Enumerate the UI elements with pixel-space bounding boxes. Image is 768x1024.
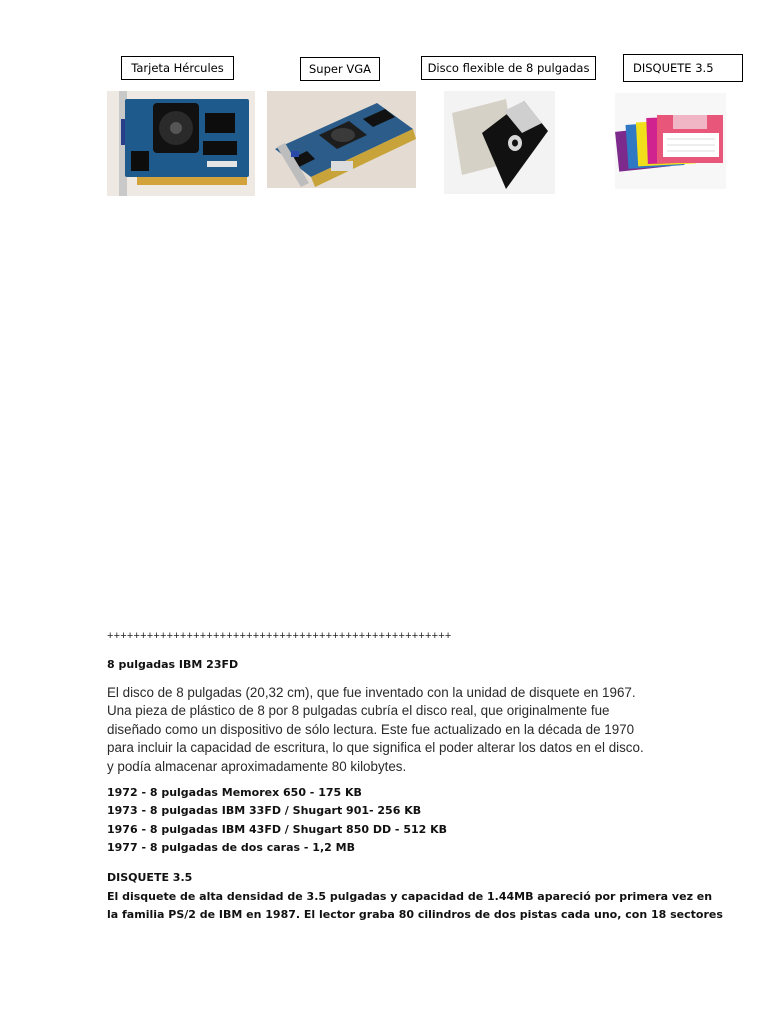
paragraph-line: Una pieza de plástico de 8 por 8 pulgadas cubría el disco real, que originalmente fue [107, 703, 610, 719]
timeline-list [107, 784, 447, 858]
paragraph-line: diseñado como un dispositivo de sólo lectura. Este fue actualizado en la década de 1970 [107, 721, 635, 737]
paragraph-line: El disquete de alta densidad de 3.5 pulgadas y capacidad de 1.44MB apareció por primera vez en [107, 890, 713, 903]
section-heading-8-pulgadas: 8 pulgadas IBM 23FD [107, 658, 239, 671]
label-super-vga: Super VGA [300, 57, 380, 81]
paragraph-line: la familia PS/2 de IBM en 1987. El lector graba 80 cilindros de dos pistas cada uno, con 18 sectores [107, 908, 723, 922]
paragraph-disquete-3-5 [107, 888, 723, 925]
timeline-item: 1973 - 8 pulgadas IBM 33FD / Shugart 901- 256 KB [107, 804, 422, 818]
label-tarjeta-hercules: Tarjeta Hércules [121, 56, 234, 80]
paragraph-8-pulgadas [107, 684, 667, 776]
floppy-8-inch-image [444, 91, 555, 194]
paragraph-line: y podía almacenar aproximadamente 80 kilobytes. [107, 758, 407, 774]
timeline-item: 1976 - 8 pulgadas IBM 43FD / Shugart 850 DD - 512 KB [107, 822, 448, 836]
diskettes-3-5-image [615, 93, 726, 189]
paragraph-line: para incluir la capacidad de escritura, lo que significa el poder alterar los datos en el disco. [107, 740, 644, 756]
label-disco-flexible-8: Disco flexible de 8 pulgadas [421, 56, 596, 80]
separator-line: ++++++++++++++++++++++++++++++++++++++++++++++++++++ [107, 630, 452, 642]
super-vga-card-image [267, 91, 416, 188]
timeline-item: 1972 - 8 pulgadas Memorex 650 - 175 KB [107, 786, 362, 799]
timeline-item: 1977 - 8 pulgadas de dos caras - 1,2 MB [107, 841, 355, 855]
hercules-card-image [107, 91, 255, 196]
paragraph-line: El disco de 8 pulgadas (20,32 cm), que fue inventado con la unidad de disquete en 1967. [107, 685, 636, 700]
section-heading-disquete-3-5: DISQUETE 3.5 [107, 871, 193, 884]
label-disquete-3-5: DISQUETE 3.5 [623, 54, 743, 82]
